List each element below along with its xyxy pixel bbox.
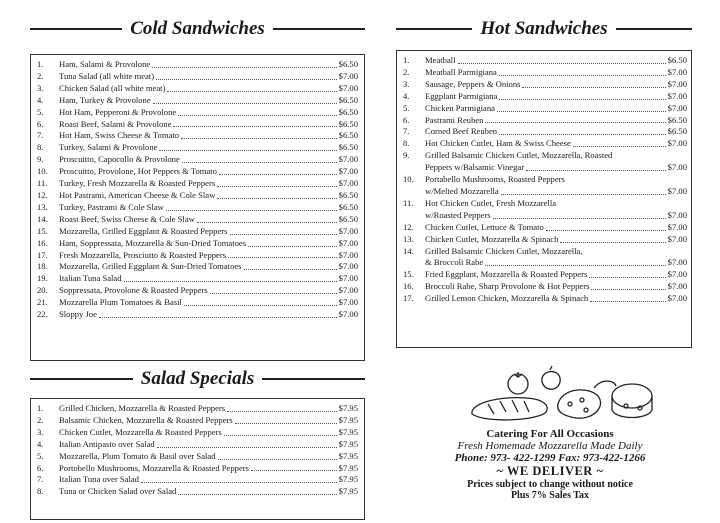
leader-dots [178,115,336,116]
item-name: Grilled Chicken, Mozzarella & Roasted Peppers [59,403,226,413]
leader-dots [244,269,337,270]
item-price: $7.00 [338,273,358,284]
item-price: $7.95 [338,438,358,449]
salad-title: Salad Specials [140,368,255,389]
item-number: 15. [403,269,414,280]
item-number: 20. [37,285,48,296]
leader-dots [217,186,336,187]
menu-item [397,246,687,258]
menu-item [31,261,358,273]
leader-dots [590,301,665,302]
menu-item-continued [397,210,687,222]
item-number: 7. [37,474,44,485]
menu-item [31,214,358,226]
item-number: 6. [403,114,410,125]
item-price: $7.00 [338,178,358,189]
item-number: 12. [37,189,48,200]
item-number: 16. [403,281,414,292]
item-price: $6.50 [338,130,358,141]
item-name: Corned Beef Reuben [425,126,498,137]
menu-item [31,130,358,142]
food-illustration-icon [466,364,656,426]
leader-dots [458,63,666,64]
item-number: 8. [37,142,44,153]
item-name: Grilled Balsamic Chicken Cutlet, Mozzarella, [425,245,583,256]
item-price: $7.00 [667,78,687,89]
item-number: 14. [403,245,414,256]
heading-rule [396,28,472,30]
hot-box [396,50,692,348]
item-name-continued: Peppers w/Balsamic Vinegar [425,162,525,173]
item-name: Italian Tuna Salad [59,273,122,284]
leader-dots [99,317,337,318]
item-name: Hot Ham, Swiss Cheese & Tomato [59,130,180,141]
item-name: Broccoli Rabe, Sharp Provolone & Hot Peppers [425,281,590,292]
item-number: 11. [403,197,414,208]
menu-item [31,250,358,262]
item-price: $7.95 [338,403,358,413]
menu-item [31,297,358,309]
menu-item [31,285,358,297]
menu-item [31,59,358,71]
leader-dots [499,134,666,135]
menu-item [397,234,687,246]
menu-item [397,222,687,234]
item-price: $7.00 [667,209,687,220]
item-price: $6.50 [338,201,358,212]
item-name: Roast Beef, Swiss Cheese & Cole Slaw [59,213,195,224]
leader-dots [248,246,337,247]
leader-dots [228,257,337,258]
item-number: 6. [37,462,44,473]
item-price: $7.00 [338,166,358,177]
menu-item [31,273,358,285]
leader-dots [219,174,337,175]
item-number: 4. [37,438,44,449]
item-number: 19. [37,273,48,284]
item-name: Fried Eggplant, Mozzarella & Roasted Peppers [425,269,588,280]
menu-item [397,79,687,91]
item-name: Hot Ham, Pepperoni & Provolone [59,106,177,117]
deliver-line: ~ WE DELIVER ~ [496,464,604,478]
item-number: 9. [37,154,44,165]
menu-item [31,451,358,463]
item-number: 1. [37,403,44,413]
item-number: 16. [37,237,48,248]
menu-item [31,95,358,107]
item-name-continued: & Broccoli Rabe [425,257,484,268]
item-price: $7.00 [667,257,687,268]
item-name: Mozzarella Plum Tomatoes & Basil [59,297,182,308]
item-price: $7.00 [667,221,687,232]
menu-item [397,293,687,305]
menu-item [31,474,358,486]
salad-heading [30,368,365,390]
item-price: $7.95 [338,474,358,485]
menu-item [397,55,687,67]
leader-dots [501,194,666,195]
menu-item [31,463,358,475]
heading-rule [30,378,133,380]
item-number: 3. [37,82,44,93]
leader-dots [522,87,665,88]
mozzarella-line: Fresh Homemade Mozzarella Made Daily [457,440,643,452]
item-name: Turkey, Salami & Provolone [59,142,158,153]
item-name: Portobello Mushrooms, Mozzarella & Roasted Peppers [59,462,249,473]
leader-dots [493,218,666,219]
menu-item [31,238,358,250]
item-price: $7.95 [338,450,358,461]
leader-dots [217,198,336,199]
leader-dots [166,210,337,211]
menu-item [31,486,358,498]
item-price: $6.50 [667,114,687,125]
item-number: 2. [403,66,410,77]
item-name: Chicken Parmigiana [425,102,495,113]
cold-list [31,59,358,321]
item-price: $7.95 [338,414,358,425]
item-name: Italian Tuna over Salad [59,474,139,485]
item-number: 4. [403,90,410,101]
menu-item [31,403,358,415]
item-name: Hot Pastrami, American Cheese & Cole Slaw [59,189,216,200]
item-name: Hot Chicken Cutlet, Fresh Mozzarella [425,197,557,208]
leader-dots [573,146,666,147]
item-price: $7.95 [338,486,358,497]
leader-dots [153,103,337,104]
item-price: $7.00 [667,102,687,113]
item-number: 17. [403,293,414,304]
item-price: $7.00 [338,154,358,165]
item-name: Ham, Salami & Provolone [59,59,151,69]
leader-dots [182,162,337,163]
item-price: $6.50 [338,59,358,69]
item-number: 5. [403,102,410,113]
item-price: $6.50 [338,106,358,117]
catering-title: Catering For All Occasions [486,428,614,440]
leader-dots [224,435,337,436]
leader-dots [499,75,666,76]
item-number: 9. [403,150,410,161]
leader-dots [152,67,336,68]
item-number: 8. [37,486,44,497]
contact-line: Phone: 973- 422-1299 Fax: 973-422-1266 [454,452,646,464]
item-number: 5. [37,106,44,117]
item-price: $7.00 [667,281,687,292]
item-price: $7.00 [338,225,358,236]
menu-item [397,126,687,138]
menu-item [397,115,687,127]
heading-rule [273,28,365,30]
leader-dots [251,470,337,471]
item-number: 12. [403,221,414,232]
item-price: $7.00 [667,162,687,173]
item-name: Turkey, Pastrami & Cole Slaw [59,201,164,212]
item-number: 10. [37,166,48,177]
item-name: Ham, Soppressata, Mozzarella & Sun-Dried Tomatoes [59,237,247,248]
item-number: 3. [37,426,44,437]
menu-item [31,439,358,451]
item-number: 22. [37,309,48,320]
item-number: 2. [37,414,44,425]
item-name: Hot Chicken Cutlet, Ham & Swiss Cheese [425,138,571,149]
heading-rule [262,378,365,380]
item-name: Balsamic Chicken, Mozzarella & Roasted Peppers [59,414,233,425]
menu-item [31,83,358,95]
menu-item [31,190,358,202]
menu-item [31,226,358,238]
leader-dots [210,293,337,294]
item-number: 15. [37,225,48,236]
item-price: $7.00 [667,90,687,101]
item-name: Meatball [425,55,456,65]
menu-item [31,107,358,119]
leader-dots [167,91,336,92]
leader-dots [173,126,336,127]
item-name: Proscuitto, Provolone, Hot Peppers & Tomato [59,166,217,177]
menu-item [397,67,687,79]
menu-item [397,174,687,186]
item-price: $7.00 [667,66,687,77]
menu-item [397,138,687,150]
menu-item [31,166,358,178]
heading-rule [30,28,122,30]
menu-item [397,269,687,281]
leader-dots [485,265,665,266]
item-number: 1. [37,59,44,69]
hot-heading [396,18,692,40]
item-price: $7.00 [338,249,358,260]
item-price: $7.00 [338,82,358,93]
item-number: 14. [37,213,48,224]
item-name: Tuna Salad (all white meat) [59,70,155,81]
hot-list [397,55,687,305]
menu-item [31,178,358,190]
menu-item [397,281,687,293]
item-name: Ham, Turkey & Provolone [59,94,151,105]
item-name: Eggplant Parmigiana [425,90,498,101]
item-name-continued: w/Melted Mozzarella [425,185,499,196]
leader-dots [589,277,665,278]
leader-dots [560,242,665,243]
item-number: 2. [37,70,44,81]
leader-dots [546,230,666,231]
menu-item-continued [397,257,687,269]
salad-box [30,398,365,520]
leader-dots [181,138,337,139]
item-name: Turkey, Fresh Mozzarella & Roasted Peppers [59,178,216,189]
leader-dots [157,447,337,448]
item-name: Chicken Cutlet, Mozzarella & Roasted Peppers [59,426,222,437]
menu-item [31,309,358,321]
leader-dots [218,459,337,460]
menu-item [397,198,687,210]
item-price: $7.00 [338,70,358,81]
leader-dots [178,494,336,495]
leader-dots [184,305,337,306]
leader-dots [235,423,337,424]
item-name: Pastrami Reuben [425,114,484,125]
leader-dots [230,234,337,235]
menu-item [31,202,358,214]
item-name: Proscuitto, Capocollo & Provolone [59,154,180,165]
cold-heading [30,18,365,40]
leader-dots [499,99,665,100]
item-name: Roast Beef, Salami & Provolone [59,118,172,129]
item-name: Chicken Cutlet, Lettuce & Tomato [425,221,544,232]
item-number: 8. [403,138,410,149]
cold-title: Cold Sandwiches [130,18,265,39]
item-name: Grilled Lemon Chicken, Mozzarella & Spinach [425,293,589,304]
leader-dots [156,79,337,80]
menu-item [31,142,358,154]
item-number: 13. [403,233,414,244]
leader-dots [197,222,337,223]
menu-item-continued [397,186,687,198]
menu-item [31,154,358,166]
price-notice: Prices subject to change without notice [467,479,633,490]
menu-item [31,71,358,83]
item-number: 5. [37,450,44,461]
item-price: $7.00 [338,309,358,320]
item-price: $6.50 [338,94,358,105]
item-name: Meatball Parmigiana [425,66,497,77]
cold-box [30,54,365,361]
menu-item [397,150,687,162]
item-name: Chicken Cutlet, Mozzarella & Spinach [425,233,559,244]
item-number: 21. [37,297,48,308]
item-name: Tuna or Chicken Salad over Salad [59,486,177,497]
leader-dots [485,122,665,123]
item-name: Sloppy Joe [59,309,97,320]
item-price: $7.00 [338,261,358,272]
item-name: Chicken Salad (all white meat) [59,82,166,93]
menu-item [397,103,687,115]
menu-item [31,119,358,131]
item-name: Mozzarella, Grilled Eggplant & Roasted Peppers [59,225,228,236]
heading-rule [616,28,692,30]
item-name: Portabello Mushrooms, Roasted Peppers [425,174,565,185]
menu-item [31,427,358,439]
menu-item [31,415,358,427]
item-name: Grilled Balsamic Chicken Cutlet, Mozzarella, Roasted [425,150,613,161]
leader-dots [159,150,336,151]
item-name: Soppressata, Provolone & Roasted Peppers [59,285,208,296]
item-price: $7.00 [667,269,687,280]
item-number: 11. [37,178,48,189]
menu-item [397,91,687,103]
item-price: $6.50 [338,118,358,129]
item-price: $6.50 [338,213,358,224]
item-number: 13. [37,201,48,212]
item-price: $7.00 [667,233,687,244]
item-name: Fresh Mozzarella, Prosciutto & Roasted Peppers [59,249,227,260]
item-price: $7.00 [667,293,687,304]
item-price: $6.50 [667,55,687,65]
item-number: 17. [37,249,48,260]
catering-block [430,428,670,501]
item-number: 6. [37,118,44,129]
item-price: $7.95 [338,426,358,437]
item-name: Italian Antipasto over Salad [59,438,155,449]
leader-dots [141,482,337,483]
item-name-continued: w/Roasted Peppers [425,209,491,220]
item-number: 18. [37,261,48,272]
leader-dots [591,289,665,290]
item-name: Mozzarella, Grilled Eggplant & Sun-Dried Tomatoes [59,261,242,272]
hot-title: Hot Sandwiches [480,18,608,39]
item-number: 7. [403,126,410,137]
leader-dots [124,281,337,282]
leader-dots [497,111,666,112]
item-number: 1. [403,55,410,65]
item-price: $6.50 [338,142,358,153]
item-price: $7.00 [338,297,358,308]
leader-dots [526,170,666,171]
item-name: Sausage, Peppers & Onions [425,78,521,89]
item-number: 7. [37,130,44,141]
item-number: 4. [37,94,44,105]
leader-dots [227,411,337,412]
item-price: $6.50 [667,126,687,137]
item-name: Mozzarella, Plum Tomato & Basil over Salad [59,450,216,461]
salad-list [31,403,358,498]
menu-item-continued [397,162,687,174]
item-price: $7.95 [338,462,358,473]
item-number: 3. [403,78,410,89]
item-price: $6.50 [338,189,358,200]
item-number: 10. [403,174,414,185]
item-price: $7.00 [667,138,687,149]
tax-notice: Plus 7% Sales Tax [510,490,590,501]
item-price: $7.00 [667,185,687,196]
item-price: $7.00 [338,237,358,248]
item-price: $7.00 [338,285,358,296]
